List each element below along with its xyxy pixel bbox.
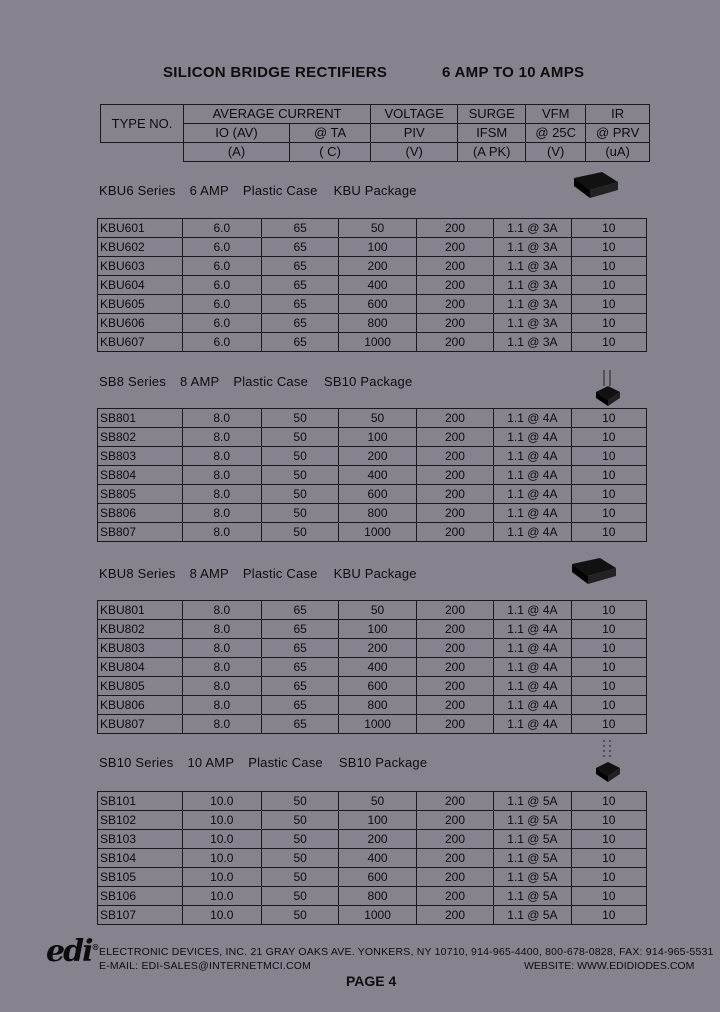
cell-ir: 10 (571, 868, 646, 887)
sb10-package-icon (592, 368, 622, 408)
cell-avg-current: 8.0 (182, 658, 261, 677)
cell-piv: 100 (339, 238, 416, 257)
series-title-kbu8 (99, 566, 431, 581)
series-amp: 10 AMP (187, 755, 235, 770)
series-case: Plastic Case (242, 566, 318, 581)
series-name: KBU8 Series (99, 566, 176, 581)
header-unit-apk: (A PK) (458, 143, 526, 162)
cell-temp-ta: 65 (261, 295, 338, 314)
cell-avg-current: 6.0 (182, 219, 261, 238)
cell-piv: 400 (339, 466, 416, 485)
footer-website: WEBSITE: WWW.EDIDIODES.COM (524, 960, 695, 972)
cell-piv: 600 (339, 677, 416, 696)
cell-type-no: KBU602 (98, 238, 183, 257)
table-row (98, 639, 647, 658)
cell-piv: 200 (339, 447, 416, 466)
cell-avg-current: 8.0 (182, 466, 261, 485)
table-row (98, 219, 647, 238)
title-main: SILICON BRIDGE RECTIFIERS (163, 64, 388, 81)
cell-vfm: 1.1 @ 4A (494, 523, 571, 542)
cell-ir: 10 (571, 466, 646, 485)
cell-ir: 10 (571, 219, 646, 238)
table-row (98, 238, 647, 257)
cell-piv: 1000 (339, 906, 416, 925)
sb8-table (97, 408, 647, 542)
header-table (100, 104, 650, 162)
cell-ir: 10 (571, 639, 646, 658)
header-at-ta: @ TA (289, 124, 370, 143)
cell-type-no: KBU607 (98, 333, 183, 352)
cell-type-no: KBU601 (98, 219, 183, 238)
cell-ifsm: 200 (416, 314, 493, 333)
cell-ifsm: 200 (416, 658, 493, 677)
cell-vfm: 1.1 @ 4A (494, 504, 571, 523)
cell-type-no: KBU604 (98, 276, 183, 295)
cell-vfm: 1.1 @ 5A (494, 792, 571, 811)
header-unit-v2: (V) (526, 143, 586, 162)
cell-ir: 10 (571, 811, 646, 830)
cell-ifsm: 200 (416, 601, 493, 620)
series-package: KBU Package (333, 566, 417, 581)
header-vfm: VFM (526, 105, 586, 124)
cell-piv: 800 (339, 696, 416, 715)
cell-avg-current: 8.0 (182, 523, 261, 542)
cell-piv: 800 (339, 887, 416, 906)
cell-ir: 10 (571, 658, 646, 677)
cell-temp-ta: 50 (261, 811, 338, 830)
cell-temp-ta: 50 (261, 830, 338, 849)
cell-avg-current: 10.0 (182, 849, 261, 868)
cell-ifsm: 200 (416, 523, 493, 542)
cell-avg-current: 8.0 (182, 620, 261, 639)
cell-ir: 10 (571, 696, 646, 715)
cell-piv: 200 (339, 639, 416, 658)
cell-ir: 10 (571, 830, 646, 849)
footer-address: ELECTRONIC DEVICES, INC. 21 GRAY OAKS AVE. YONKERS, NY 10710, 914-965-4400, 800-678-0828, FAX: 914-965-5531 (99, 946, 714, 958)
cell-piv: 100 (339, 428, 416, 447)
cell-temp-ta: 65 (261, 238, 338, 257)
cell-ir: 10 (571, 409, 646, 428)
table-row (98, 811, 647, 830)
cell-avg-current: 10.0 (182, 887, 261, 906)
header-unit-ua: (uA) (586, 143, 650, 162)
cell-avg-current: 8.0 (182, 715, 261, 734)
cell-vfm: 1.1 @ 4A (494, 601, 571, 620)
cell-type-no: SB102 (98, 811, 183, 830)
cell-avg-current: 8.0 (182, 504, 261, 523)
cell-ir: 10 (571, 295, 646, 314)
cell-vfm: 1.1 @ 4A (494, 428, 571, 447)
header-average-current: AVERAGE CURRENT (184, 105, 371, 124)
table-row (98, 428, 647, 447)
cell-avg-current: 8.0 (182, 428, 261, 447)
header-io-av: IO (AV) (184, 124, 290, 143)
cell-vfm: 1.1 @ 3A (494, 314, 571, 333)
cell-ir: 10 (571, 677, 646, 696)
cell-piv: 800 (339, 314, 416, 333)
cell-type-no: SB103 (98, 830, 183, 849)
table-row (98, 620, 647, 639)
cell-ir: 10 (571, 620, 646, 639)
cell-ifsm: 200 (416, 295, 493, 314)
cell-ifsm: 200 (416, 696, 493, 715)
cell-ifsm: 200 (416, 238, 493, 257)
kbu6-table (97, 218, 647, 352)
cell-ifsm: 200 (416, 409, 493, 428)
title-range: 6 AMP TO 10 AMPS (442, 64, 585, 81)
cell-ir: 10 (571, 849, 646, 868)
cell-ir: 10 (571, 333, 646, 352)
cell-vfm: 1.1 @ 4A (494, 620, 571, 639)
cell-vfm: 1.1 @ 4A (494, 639, 571, 658)
cell-piv: 50 (339, 219, 416, 238)
cell-ifsm: 200 (416, 677, 493, 696)
table-row (98, 696, 647, 715)
cell-piv: 50 (339, 409, 416, 428)
cell-ir: 10 (571, 523, 646, 542)
cell-avg-current: 6.0 (182, 238, 261, 257)
cell-temp-ta: 65 (261, 276, 338, 295)
cell-temp-ta: 50 (261, 868, 338, 887)
cell-type-no: SB803 (98, 447, 183, 466)
cell-ir: 10 (571, 504, 646, 523)
edi-logo (46, 934, 97, 969)
cell-type-no: SB104 (98, 849, 183, 868)
cell-temp-ta: 65 (261, 219, 338, 238)
table-row (98, 906, 647, 925)
cell-type-no: KBU806 (98, 696, 183, 715)
series-amp: 8 AMP (180, 374, 220, 389)
cell-piv: 1000 (339, 523, 416, 542)
cell-avg-current: 8.0 (182, 677, 261, 696)
cell-ifsm: 200 (416, 219, 493, 238)
table-row (98, 295, 647, 314)
cell-ir: 10 (571, 447, 646, 466)
cell-vfm: 1.1 @ 5A (494, 849, 571, 868)
table-row (98, 485, 647, 504)
cell-type-no: SB807 (98, 523, 183, 542)
cell-temp-ta: 50 (261, 849, 338, 868)
table-row (98, 447, 647, 466)
table-row (98, 887, 647, 906)
cell-type-no: KBU803 (98, 639, 183, 658)
cell-ir: 10 (571, 314, 646, 333)
cell-ifsm: 200 (416, 715, 493, 734)
cell-piv: 600 (339, 868, 416, 887)
cell-piv: 200 (339, 257, 416, 276)
cell-vfm: 1.1 @ 5A (494, 830, 571, 849)
cell-temp-ta: 50 (261, 409, 338, 428)
cell-piv: 400 (339, 849, 416, 868)
cell-vfm: 1.1 @ 5A (494, 887, 571, 906)
cell-piv: 100 (339, 811, 416, 830)
footer-email: E-MAIL: EDI-SALES@INTERNETMCI.COM (99, 960, 312, 972)
table-row (98, 868, 647, 887)
header-surge: SURGE (458, 105, 526, 124)
cell-temp-ta: 50 (261, 887, 338, 906)
cell-vfm: 1.1 @ 3A (494, 257, 571, 276)
cell-avg-current: 10.0 (182, 830, 261, 849)
cell-type-no: SB801 (98, 409, 183, 428)
series-name: SB10 Series (99, 755, 174, 770)
header-unit-v: (V) (371, 143, 458, 162)
cell-ifsm: 200 (416, 868, 493, 887)
cell-avg-current: 6.0 (182, 257, 261, 276)
sb10-table (97, 791, 647, 925)
table-row (98, 523, 647, 542)
cell-avg-current: 10.0 (182, 792, 261, 811)
table-row (98, 466, 647, 485)
header-unit-c: ( C) (289, 143, 370, 162)
cell-vfm: 1.1 @ 4A (494, 447, 571, 466)
cell-ifsm: 200 (416, 811, 493, 830)
kbu-package-icon (566, 554, 620, 588)
cell-ifsm: 200 (416, 620, 493, 639)
series-name: KBU6 Series (99, 183, 176, 198)
cell-piv: 50 (339, 601, 416, 620)
cell-avg-current: 8.0 (182, 485, 261, 504)
cell-ir: 10 (571, 601, 646, 620)
header-blank (101, 143, 184, 162)
cell-vfm: 1.1 @ 4A (494, 658, 571, 677)
cell-ir: 10 (571, 257, 646, 276)
cell-temp-ta: 65 (261, 601, 338, 620)
series-name: SB8 Series (99, 374, 167, 389)
cell-vfm: 1.1 @ 4A (494, 409, 571, 428)
header-type-no: TYPE NO. (101, 105, 184, 143)
cell-temp-ta: 65 (261, 658, 338, 677)
header-at-25c: @ 25C (526, 124, 586, 143)
cell-vfm: 1.1 @ 5A (494, 811, 571, 830)
cell-avg-current: 8.0 (182, 601, 261, 620)
cell-piv: 50 (339, 792, 416, 811)
cell-temp-ta: 50 (261, 906, 338, 925)
cell-type-no: SB806 (98, 504, 183, 523)
cell-piv: 1000 (339, 715, 416, 734)
cell-type-no: SB802 (98, 428, 183, 447)
series-package: SB10 Package (338, 755, 428, 770)
cell-avg-current: 8.0 (182, 409, 261, 428)
cell-temp-ta: 65 (261, 314, 338, 333)
cell-piv: 600 (339, 485, 416, 504)
series-package: SB10 Package (324, 374, 413, 389)
cell-type-no: KBU605 (98, 295, 183, 314)
table-row (98, 792, 647, 811)
cell-temp-ta: 50 (261, 466, 338, 485)
cell-avg-current: 6.0 (182, 333, 261, 352)
cell-avg-current: 8.0 (182, 639, 261, 658)
page-number: PAGE 4 (346, 973, 397, 989)
series-amp: 6 AMP (189, 183, 229, 198)
registered-mark: ® (91, 942, 98, 952)
cell-temp-ta: 65 (261, 257, 338, 276)
cell-ifsm: 200 (416, 333, 493, 352)
cell-ir: 10 (571, 238, 646, 257)
cell-ifsm: 200 (416, 830, 493, 849)
cell-vfm: 1.1 @ 4A (494, 715, 571, 734)
cell-ifsm: 200 (416, 887, 493, 906)
table-row (98, 333, 647, 352)
cell-avg-current: 8.0 (182, 447, 261, 466)
table-row (98, 314, 647, 333)
table-row (98, 601, 647, 620)
cell-type-no: KBU805 (98, 677, 183, 696)
cell-vfm: 1.1 @ 3A (494, 238, 571, 257)
cell-temp-ta: 65 (261, 639, 338, 658)
cell-piv: 200 (339, 830, 416, 849)
cell-type-no: KBU801 (98, 601, 183, 620)
cell-temp-ta: 65 (261, 333, 338, 352)
cell-avg-current: 10.0 (182, 906, 261, 925)
cell-type-no: SB107 (98, 906, 183, 925)
cell-ifsm: 200 (416, 466, 493, 485)
cell-temp-ta: 50 (261, 485, 338, 504)
table-row (98, 677, 647, 696)
cell-vfm: 1.1 @ 3A (494, 219, 571, 238)
series-case: Plastic Case (248, 755, 323, 770)
cell-piv: 400 (339, 276, 416, 295)
cell-temp-ta: 50 (261, 504, 338, 523)
cell-piv: 400 (339, 658, 416, 677)
cell-type-no: SB804 (98, 466, 183, 485)
cell-vfm: 1.1 @ 3A (494, 276, 571, 295)
cell-vfm: 1.1 @ 4A (494, 485, 571, 504)
cell-ifsm: 200 (416, 792, 493, 811)
table-row (98, 849, 647, 868)
header-ir: IR (586, 105, 650, 124)
kbu8-table (97, 600, 647, 734)
cell-avg-current: 6.0 (182, 276, 261, 295)
cell-avg-current: 8.0 (182, 696, 261, 715)
cell-temp-ta: 50 (261, 428, 338, 447)
cell-type-no: KBU606 (98, 314, 183, 333)
cell-type-no: KBU804 (98, 658, 183, 677)
cell-type-no: SB805 (98, 485, 183, 504)
cell-vfm: 1.1 @ 4A (494, 677, 571, 696)
cell-temp-ta: 65 (261, 715, 338, 734)
cell-ifsm: 200 (416, 849, 493, 868)
cell-ifsm: 200 (416, 504, 493, 523)
series-title-sb10 (99, 755, 441, 770)
header-unit-a: (A) (184, 143, 290, 162)
cell-temp-ta: 50 (261, 523, 338, 542)
cell-temp-ta: 65 (261, 620, 338, 639)
cell-type-no: KBU807 (98, 715, 183, 734)
logo-text: edi (46, 934, 92, 969)
header-ifsm: IFSM (458, 124, 526, 143)
cell-ir: 10 (571, 276, 646, 295)
cell-ifsm: 200 (416, 428, 493, 447)
table-row (98, 658, 647, 677)
cell-avg-current: 6.0 (182, 295, 261, 314)
cell-vfm: 1.1 @ 5A (494, 868, 571, 887)
cell-temp-ta: 50 (261, 792, 338, 811)
cell-type-no: SB101 (98, 792, 183, 811)
cell-type-no: SB106 (98, 887, 183, 906)
table-row (98, 276, 647, 295)
cell-ifsm: 200 (416, 485, 493, 504)
cell-ifsm: 200 (416, 257, 493, 276)
cell-temp-ta: 65 (261, 677, 338, 696)
series-amp: 8 AMP (189, 566, 229, 581)
cell-piv: 800 (339, 504, 416, 523)
cell-ifsm: 200 (416, 906, 493, 925)
cell-ir: 10 (571, 792, 646, 811)
cell-vfm: 1.1 @ 4A (494, 696, 571, 715)
cell-ir: 10 (571, 715, 646, 734)
cell-type-no: KBU802 (98, 620, 183, 639)
cell-temp-ta: 50 (261, 447, 338, 466)
cell-ir: 10 (571, 428, 646, 447)
cell-avg-current: 10.0 (182, 811, 261, 830)
cell-avg-current: 6.0 (182, 314, 261, 333)
cell-vfm: 1.1 @ 4A (494, 466, 571, 485)
header-voltage: VOLTAGE (371, 105, 458, 124)
kbu-package-icon (568, 168, 620, 202)
series-title-sb8 (99, 374, 426, 389)
header-piv: PIV (371, 124, 458, 143)
cell-piv: 600 (339, 295, 416, 314)
header-at-prv: @ PRV (586, 124, 650, 143)
table-row (98, 409, 647, 428)
series-title-kbu6 (99, 183, 431, 198)
cell-ir: 10 (571, 906, 646, 925)
cell-type-no: KBU603 (98, 257, 183, 276)
cell-ir: 10 (571, 485, 646, 504)
cell-vfm: 1.1 @ 3A (494, 295, 571, 314)
cell-piv: 1000 (339, 333, 416, 352)
cell-avg-current: 10.0 (182, 868, 261, 887)
series-case: Plastic Case (233, 374, 308, 389)
table-row (98, 715, 647, 734)
series-package: KBU Package (333, 183, 417, 198)
cell-ifsm: 200 (416, 639, 493, 658)
table-row (98, 830, 647, 849)
cell-ifsm: 200 (416, 276, 493, 295)
table-row (98, 504, 647, 523)
cell-type-no: SB105 (98, 868, 183, 887)
cell-ir: 10 (571, 887, 646, 906)
cell-piv: 100 (339, 620, 416, 639)
cell-ifsm: 200 (416, 447, 493, 466)
cell-temp-ta: 65 (261, 696, 338, 715)
cell-vfm: 1.1 @ 5A (494, 906, 571, 925)
sb10-package-icon (592, 738, 624, 784)
cell-vfm: 1.1 @ 3A (494, 333, 571, 352)
table-row (98, 257, 647, 276)
series-case: Plastic Case (242, 183, 318, 198)
